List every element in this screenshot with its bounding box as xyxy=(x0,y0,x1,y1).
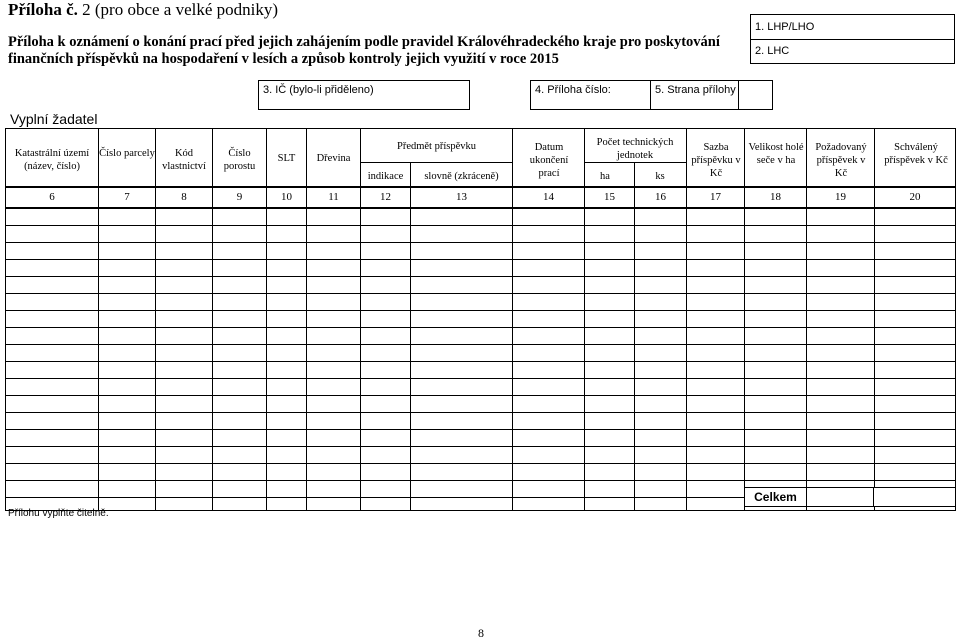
col-line-13 xyxy=(806,128,807,511)
predmet-sub-line xyxy=(360,162,512,163)
row-line xyxy=(5,480,956,481)
lhp-lhc-divider xyxy=(750,39,955,40)
col-number: 18 xyxy=(770,191,781,203)
row-line xyxy=(5,361,956,362)
col-ha-header: ha xyxy=(600,171,610,182)
row-line xyxy=(5,412,956,413)
col-number: 15 xyxy=(604,191,615,203)
row-line xyxy=(5,463,956,464)
col-line-2 xyxy=(155,128,156,511)
celkem-pozadovany-cell[interactable] xyxy=(807,487,874,507)
form-title xyxy=(8,0,278,20)
col-number: 8 xyxy=(181,191,187,203)
col-slovne-header: slovně (zkráceně) xyxy=(424,171,499,182)
row-line xyxy=(5,276,956,277)
lhp-lho-field[interactable]: 1. LHP/LHO xyxy=(755,21,815,33)
col-line-7 xyxy=(410,162,411,511)
strana-label[interactable]: 5. Strana přílohy xyxy=(655,84,736,96)
col-line-3 xyxy=(212,128,213,511)
row-line xyxy=(5,327,956,328)
col-katastr-header: Katastrální území (název, číslo) xyxy=(14,148,90,172)
subtitle-main: podle pravidel Královéhradeckého kraje pro poskytování finančních příspěvků na hospodaření v lesích a způsob kontroly jejich využití v roce 2015 xyxy=(8,34,720,67)
priloha-divider xyxy=(650,80,651,110)
header-bottom-line xyxy=(5,186,956,188)
strana-divider xyxy=(738,80,739,110)
row-line xyxy=(5,344,956,345)
section-title: Vyplní žadatel xyxy=(10,111,98,127)
col-number: 11 xyxy=(328,191,339,203)
col-number: 9 xyxy=(236,191,243,203)
row-line xyxy=(5,310,956,311)
pocet-sub-line xyxy=(584,162,686,163)
row-line xyxy=(5,429,956,430)
row-line xyxy=(5,378,956,379)
title-rest: 2 (pro obce a velké podniky) xyxy=(77,0,279,19)
row-line xyxy=(5,259,956,260)
col-vlastnictvi-header: Kód vlastnictví xyxy=(162,148,206,172)
col-indikace-header: indikace xyxy=(367,171,404,182)
priloha-cislo-label[interactable]: 4. Příloha číslo: xyxy=(535,84,611,96)
col-parcela-header: Číslo parcely xyxy=(99,148,155,159)
row-line xyxy=(5,446,956,447)
col-slt-header: SLT xyxy=(277,153,296,164)
col-number: 19 xyxy=(835,191,846,203)
col-line-8 xyxy=(512,128,513,511)
celkem-label: Celkem xyxy=(744,487,807,507)
row-line xyxy=(5,225,956,226)
col-pozadovany-header: Požadovaný příspěvek v Kč xyxy=(815,142,867,179)
col-number: 17 xyxy=(710,191,721,203)
form-subtitle xyxy=(8,34,738,68)
celkem-schvaleny-cell[interactable] xyxy=(874,487,956,507)
col-pocet-header: Počet technických jednotek xyxy=(596,137,674,161)
col-datum-header: Datum ukončení prací xyxy=(529,142,569,179)
ic-label: 3. IČ (bylo-li přiděleno) xyxy=(263,84,374,96)
title-bold: Příloha č. xyxy=(8,0,78,19)
col-line-6 xyxy=(360,128,361,511)
col-number: 16 xyxy=(655,191,666,203)
lhc-field[interactable]: 2. LHC xyxy=(755,45,790,57)
col-number: 14 xyxy=(543,191,554,203)
col-number: 13 xyxy=(456,191,467,203)
footer-note: Přílohu vyplňte čitelně. xyxy=(8,508,109,519)
col-line-10 xyxy=(634,162,635,511)
col-predmet-header: Předmět příspěvku xyxy=(396,141,477,152)
col-line-14 xyxy=(874,128,875,511)
col-number: 20 xyxy=(909,191,921,203)
col-drevina-header: Dřevina xyxy=(316,153,351,164)
col-line-11 xyxy=(686,128,687,511)
col-ks-header: ks xyxy=(655,171,665,182)
subtitle-bold: Příloha k oznámení o konání prací před jejich zahájením xyxy=(8,34,365,50)
col-number: 10 xyxy=(281,191,292,203)
page-number: 8 xyxy=(478,626,484,640)
col-line-5 xyxy=(306,128,307,511)
row-line xyxy=(5,395,956,396)
col-line-4 xyxy=(266,128,267,511)
col-line-9 xyxy=(584,128,585,511)
col-sazba-header: Sazba příspěvku v Kč xyxy=(691,142,741,179)
col-number: 12 xyxy=(380,191,391,203)
col-velikost-header: Velikost holé seče v ha xyxy=(748,142,804,166)
col-porost-header: Číslo porostu xyxy=(223,148,256,172)
col-number: 6 xyxy=(49,191,55,203)
col-line-12 xyxy=(744,128,745,511)
col-number: 7 xyxy=(124,191,130,203)
numbers-bottom-line xyxy=(5,207,956,209)
col-schvaleny-header: Schválený příspěvek v Kč xyxy=(884,142,948,166)
row-line xyxy=(5,293,956,294)
row-line xyxy=(5,242,956,243)
col-line-1 xyxy=(98,128,99,511)
